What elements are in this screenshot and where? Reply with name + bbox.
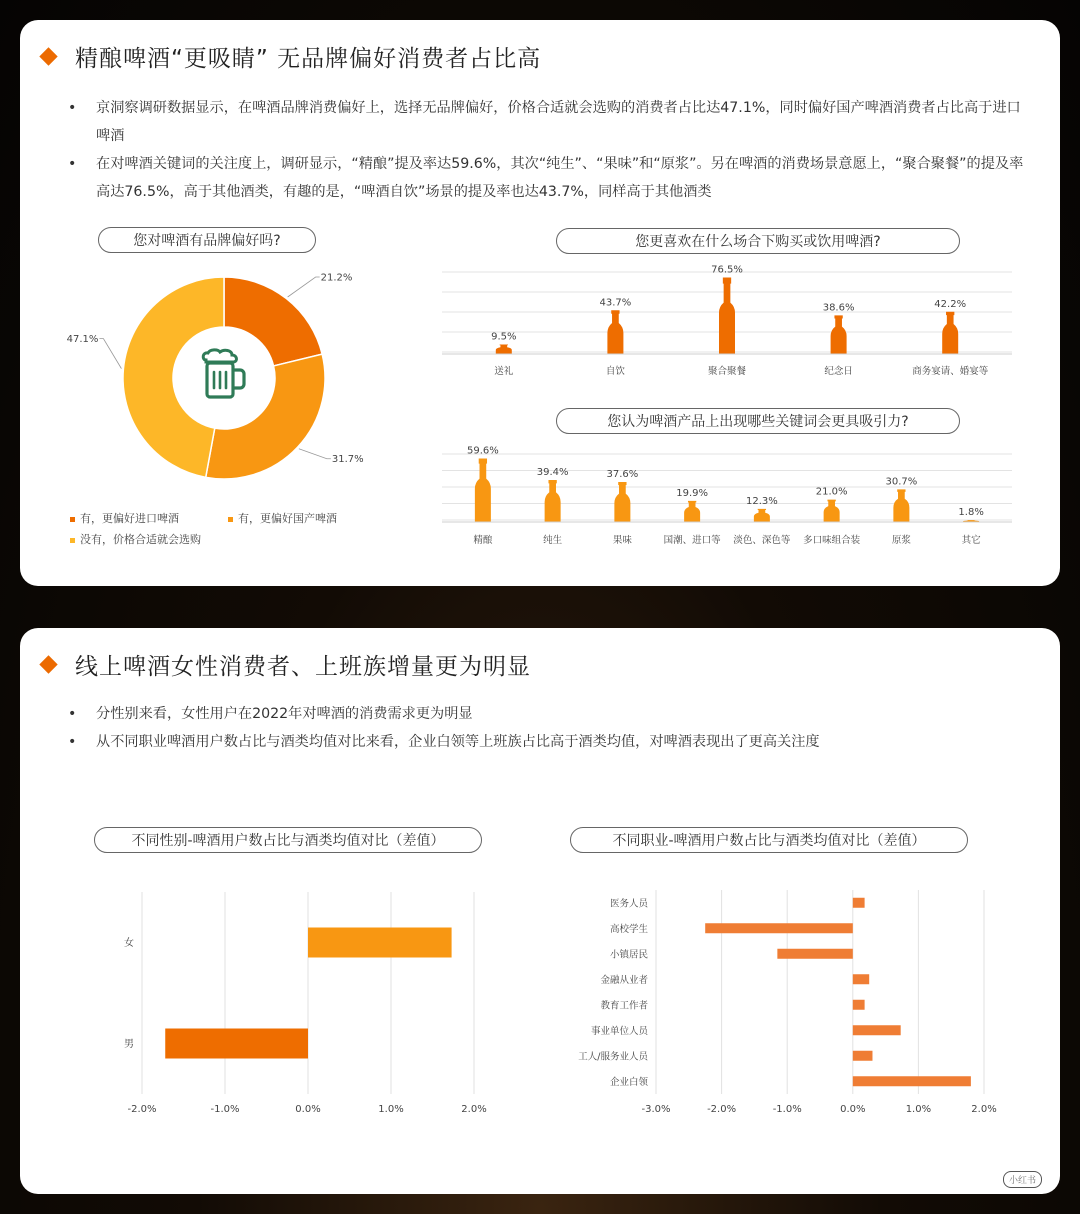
x-tick-label: 0.0% [295, 1104, 321, 1115]
diamond-bullet-icon [39, 655, 57, 673]
legend-label: 没有，价格合适就会选购 [80, 533, 201, 546]
keyword-bottle-chart [438, 445, 1016, 560]
bottle-bar [831, 315, 847, 354]
section-heading [40, 40, 541, 73]
category-label: 金融从业者 [600, 974, 648, 986]
legend-entry [70, 531, 201, 547]
bottle-bar [545, 480, 561, 522]
data-label: 42.2% [934, 298, 967, 310]
category-label: 医务人员 [609, 898, 648, 910]
leader-line [299, 449, 331, 459]
x-tick-label: -1.0% [210, 1104, 240, 1115]
category-label: 原浆 [891, 535, 911, 546]
category-label: 商务宴请、婚宴等 [912, 366, 989, 377]
legend-label: 有，更偏好进口啤酒 [80, 512, 179, 525]
job-chart-title: 不同职业-啤酒用户数占比与酒类均值对比（差值） [570, 827, 968, 853]
data-label: 12.3% [745, 495, 778, 507]
bullet-list [68, 700, 1028, 756]
data-label: 37.6% [606, 468, 639, 480]
diff-bar [308, 928, 452, 958]
category-label: 果味 [612, 535, 632, 546]
diamond-bullet-icon [39, 47, 57, 65]
x-tick-label: -1.0% [772, 1104, 802, 1115]
beer-mug-icon [203, 350, 244, 397]
data-label: 39.4% [536, 467, 569, 479]
data-label: 76.5% [711, 264, 743, 276]
legend-label: 有，更偏好国产啤酒 [238, 512, 337, 525]
section-heading [40, 648, 531, 681]
data-label: 21.0% [815, 486, 848, 498]
data-label: 38.6% [822, 302, 855, 314]
category-label: 事业单位人员 [590, 1025, 648, 1037]
diff-bar [165, 1029, 308, 1059]
x-tick-label: -3.0% [641, 1104, 671, 1115]
donut-chart [60, 268, 364, 488]
gender-diff-chart [90, 884, 510, 1124]
x-tick-label: 1.0% [905, 1104, 932, 1115]
category-label: 淡色、深色等 [733, 535, 791, 546]
category-label: 男 [124, 1039, 134, 1050]
pie-slice [224, 277, 322, 366]
data-label: 43.7% [599, 297, 632, 309]
bottle-bar [607, 310, 623, 354]
category-label: 聚合聚餐 [707, 366, 747, 377]
bullet-item: • 京洞察调研数据显示，在啤酒品牌消费偏好上，选择无品牌偏好，价格合适就会选购的消费者占比达47.1%，同时偏好国产啤酒消费者占比高于进口啤酒 [68, 94, 1028, 150]
data-label: 1.8% [958, 507, 984, 519]
category-label: 多口味组合装 [803, 535, 861, 546]
bottle-bar [719, 278, 735, 355]
pie-slice [206, 354, 325, 479]
bullet-list [68, 94, 1028, 206]
pie-question: 您对啤酒有品牌偏好吗? [98, 227, 316, 253]
pie-slice [123, 277, 224, 477]
x-tick-label: -2.0% [707, 1104, 737, 1115]
pie-slice-label: 47.1% [66, 334, 99, 346]
bottle-bar [942, 312, 958, 354]
diff-bar [853, 1000, 865, 1010]
diff-bar [853, 1076, 971, 1086]
data-label: 19.9% [676, 487, 709, 499]
section-title: 线上啤酒女性消费者、上班族增量更为明显 [75, 654, 531, 680]
section-card-consumer-growth [20, 628, 1060, 1194]
diff-bar [853, 898, 865, 908]
category-label: 企业白领 [609, 1076, 648, 1088]
category-label: 女 [124, 938, 134, 949]
category-label: 高校学生 [609, 923, 648, 935]
bottle-bar [496, 345, 512, 355]
x-tick-label: 2.0% [461, 1104, 487, 1115]
bottle-bar [893, 489, 909, 522]
scene-question: 您更喜欢在什么场合下购买或饮用啤酒? [556, 228, 960, 254]
diff-bar [705, 923, 853, 933]
x-tick-label: 2.0% [971, 1104, 997, 1115]
legend-swatch [70, 517, 75, 522]
category-label: 自饮 [605, 366, 625, 377]
watermark: 小红书 [1003, 1171, 1042, 1188]
mug-handle [233, 370, 244, 388]
bottle-bar [475, 459, 491, 522]
pie-slice-label: 31.7% [331, 454, 364, 466]
legend-entry [228, 510, 337, 526]
bottle-bar [614, 482, 630, 522]
category-label: 国潮、进口等 [663, 535, 721, 546]
bottle-bar [824, 500, 840, 522]
x-tick-label: -2.0% [127, 1104, 157, 1115]
category-label: 其它 [961, 535, 981, 546]
mug-foam [203, 350, 236, 362]
x-tick-label: 1.0% [378, 1104, 404, 1115]
data-label: 59.6% [466, 445, 499, 457]
data-label: 30.7% [885, 476, 918, 488]
pie-legend [70, 510, 400, 550]
diff-bar [853, 974, 869, 984]
bullet-item: • 从不同职业啤酒用户数占比与酒类均值对比来看，企业白领等上班族占比高于酒类均值，对啤酒表现出了更高关注度 [68, 728, 1028, 756]
gender-chart-title: 不同性别-啤酒用户数占比与酒类均值对比（差值） [94, 827, 482, 853]
bullet-item: • 分性别来看，女性用户在2022年对啤酒的消费需求更为明显 [68, 700, 1028, 728]
diff-bar [777, 949, 852, 959]
pie-slice-label: 21.2% [320, 272, 353, 284]
legend-entry [70, 510, 179, 526]
x-tick-label: 0.0% [840, 1104, 866, 1115]
category-label: 工人/服务业人员 [578, 1051, 648, 1063]
scene-bottle-chart [438, 264, 1016, 384]
section-card-brand-preference [20, 20, 1060, 586]
section-title: 精酿啤酒“更吸睛” 无品牌偏好消费者占比高 [75, 46, 542, 72]
bottle-bar [754, 509, 770, 522]
category-label: 纪念日 [824, 366, 853, 377]
category-label: 纯生 [543, 535, 563, 546]
category-label: 送礼 [494, 366, 514, 377]
category-label: 精酿 [473, 535, 493, 546]
data-label: 9.5% [491, 331, 517, 343]
legend-swatch [228, 517, 233, 522]
job-diff-chart [540, 884, 1000, 1124]
category-label: 小镇居民 [609, 949, 648, 961]
diff-bar [853, 1051, 873, 1061]
legend-swatch [70, 538, 75, 543]
leader-line [288, 277, 320, 297]
diff-bar [853, 1025, 901, 1035]
leader-line [99, 339, 121, 369]
keyword-question: 您认为啤酒产品上出现哪些关键词会更具吸引力? [556, 408, 960, 434]
category-label: 教育工作者 [600, 1000, 648, 1012]
bullet-item: • 在对啤酒关键词的关注度上，调研显示，“精酿”提及率达59.6%，其次“纯生”、“果味”和“原浆”。另在啤酒的消费场景意愿上，“聚合聚餐”的提及率高达76.5%，高于其他酒类，有趣的是，“啤酒自饮”场景的提及率也达43.7%，同样高于其他酒类 [68, 150, 1028, 206]
